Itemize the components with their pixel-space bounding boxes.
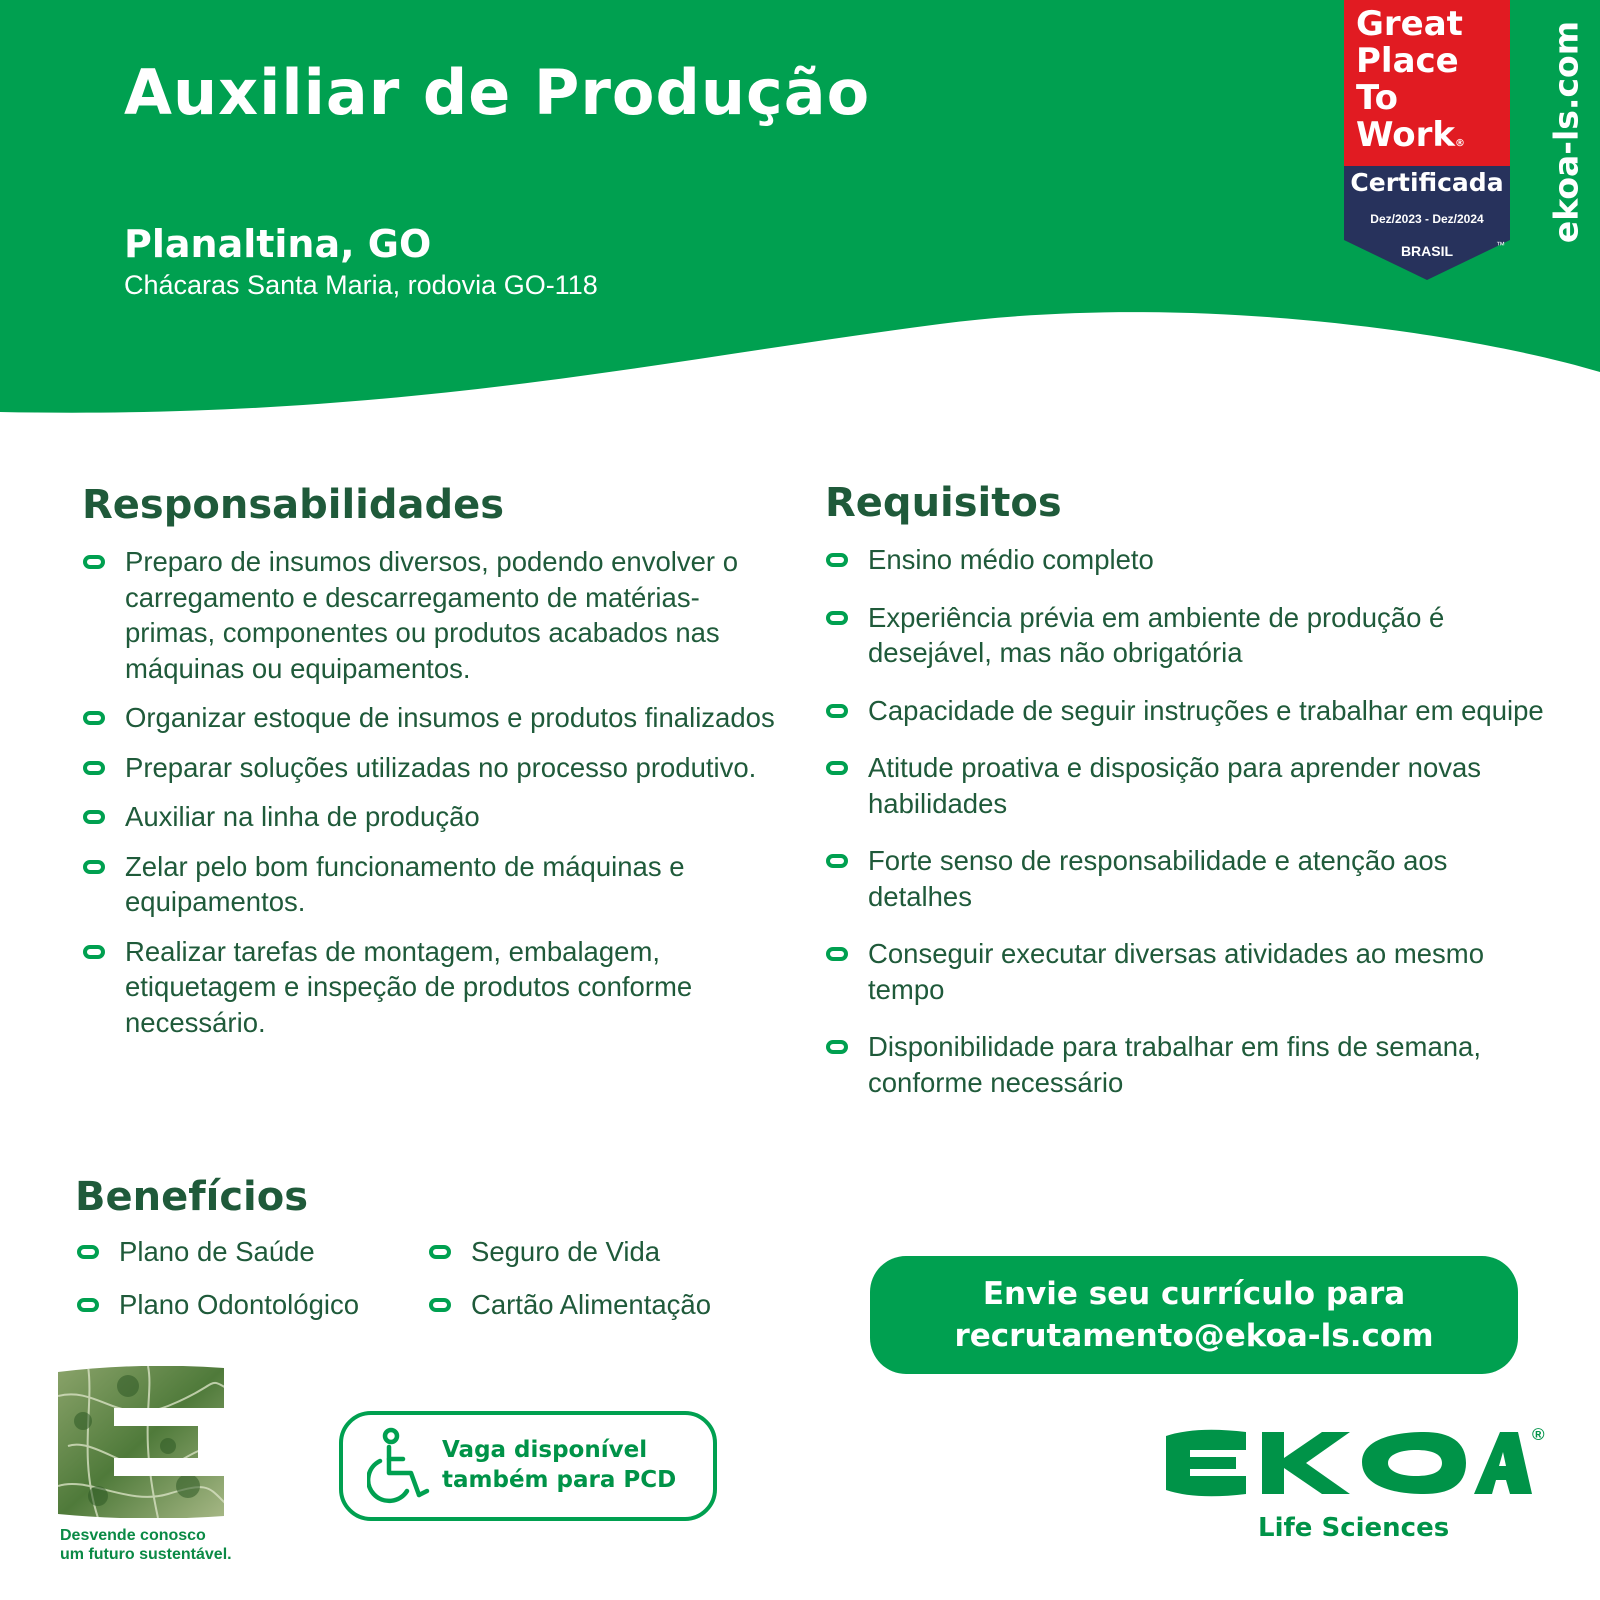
bullet-icon <box>429 1245 451 1259</box>
list-item: Zelar pelo bom funcionamento de máquinas e equipamentos. <box>82 849 782 920</box>
logo-subtitle: Life Sciences <box>1258 1513 1450 1543</box>
badge-line-4-text: Work <box>1356 115 1456 155</box>
badge-line-1: Great <box>1356 4 1463 44</box>
benefits-list-left <box>76 1234 406 1339</box>
logo-registered-mark: ® <box>1532 1425 1545 1444</box>
cta-email-link[interactable]: recrutamento@ekoa-ls.com <box>954 1318 1434 1354</box>
bullet-icon <box>826 704 848 718</box>
responsibilities-list <box>82 544 782 1054</box>
requirements-list <box>825 542 1555 1122</box>
ekoa-logo <box>1166 1428 1532 1498</box>
list-item: Cartão Alimentação <box>428 1287 768 1323</box>
requirements-heading: Requisitos <box>825 480 1062 526</box>
bullet-icon <box>826 854 848 868</box>
pcd-text <box>442 1435 676 1495</box>
list-item: Conseguir executar diversas atividades ao mesmo tempo <box>825 936 1555 1007</box>
benefits-heading: Benefícios <box>75 1174 309 1220</box>
list-item: Preparo de insumos diversos, podendo envolver o carregamento e descarregamento de matérias-primas, componentes ou produtos acabados nas máquinas ou equipamentos. <box>82 544 782 686</box>
badge-line-3: To <box>1356 78 1399 118</box>
job-title: Auxiliar de Produção <box>124 56 871 129</box>
bullet-icon <box>826 553 848 567</box>
bullet-icon <box>83 761 105 775</box>
bullet-icon <box>826 947 848 961</box>
bullet-icon <box>826 1040 848 1054</box>
website-vertical <box>1544 12 1588 252</box>
badge-line-2: Place <box>1356 41 1459 81</box>
cta-text: Envie seu currículo para <box>982 1276 1406 1312</box>
list-item: Organizar estoque de insumos e produtos finalizados <box>82 700 782 736</box>
list-item: Disponibilidade para trabalhar em fins de semana, conforme necessário <box>825 1029 1555 1100</box>
list-item: Plano Odontológico <box>76 1287 406 1323</box>
brand-tagline <box>60 1526 232 1564</box>
pcd-line-1: Vaga disponível <box>442 1437 648 1463</box>
badge-title <box>1344 0 1510 166</box>
tagline-line-1: Desvende conosco <box>60 1527 206 1544</box>
tagline-line-2: um futuro sustentável. <box>60 1546 232 1563</box>
bullet-icon <box>826 611 848 625</box>
list-item: Capacidade de seguir instruções e trabalhar em equipe <box>825 693 1555 729</box>
list-item: Ensino médio completo <box>825 542 1555 578</box>
list-item: Forte senso de responsabilidade e atenção aos detalhes <box>825 843 1555 914</box>
benefits-list-right <box>428 1234 768 1339</box>
bullet-icon <box>77 1298 99 1312</box>
bullet-icon <box>826 761 848 775</box>
badge-line-4 <box>1344 117 1510 162</box>
badge-certified: Certificada <box>1350 168 1504 197</box>
job-location-address: Chácaras Santa Maria, rodovia GO-118 <box>124 270 598 300</box>
badge-trademark: ™ <box>1496 240 1505 250</box>
bullet-icon <box>83 945 105 959</box>
bullet-icon <box>429 1298 451 1312</box>
wheelchair-icon <box>367 1427 431 1507</box>
ekoa-e-emblem <box>58 1366 226 1518</box>
website-text: ekoa-ls.com <box>1546 20 1586 244</box>
bullet-icon <box>83 711 105 725</box>
list-item: Atitude proativa e disposição para aprender novas habilidades <box>825 750 1555 821</box>
list-item: Seguro de Vida <box>428 1234 768 1270</box>
responsibilities-heading: Responsabilidades <box>82 482 505 528</box>
list-item: Experiência prévia em ambiente de produção é desejável, mas não obrigatória <box>825 600 1555 671</box>
list-item: Auxiliar na linha de produção <box>82 799 782 835</box>
bullet-icon <box>83 555 105 569</box>
job-location-city: Planaltina, GO <box>124 222 432 266</box>
list-item: Realizar tarefas de montagem, embalagem, etiquetagem e inspeção de produtos conforme necessário. <box>82 934 782 1041</box>
bullet-icon <box>83 810 105 824</box>
great-place-to-work-badge <box>1344 0 1510 280</box>
pcd-line-2: também para PCD <box>442 1467 677 1493</box>
badge-country: BRASIL <box>1400 243 1454 259</box>
bullet-icon <box>83 860 105 874</box>
badge-registered-mark: ® <box>1455 138 1466 149</box>
send-resume-callout[interactable] <box>870 1256 1518 1374</box>
list-item: Preparar soluções utilizadas no processo produtivo. <box>82 750 782 786</box>
pcd-notice <box>339 1411 717 1521</box>
badge-dates: Dez/2023 - Dez/2024 <box>1370 212 1484 226</box>
list-item: Plano de Saúde <box>76 1234 406 1270</box>
bullet-icon <box>77 1245 99 1259</box>
